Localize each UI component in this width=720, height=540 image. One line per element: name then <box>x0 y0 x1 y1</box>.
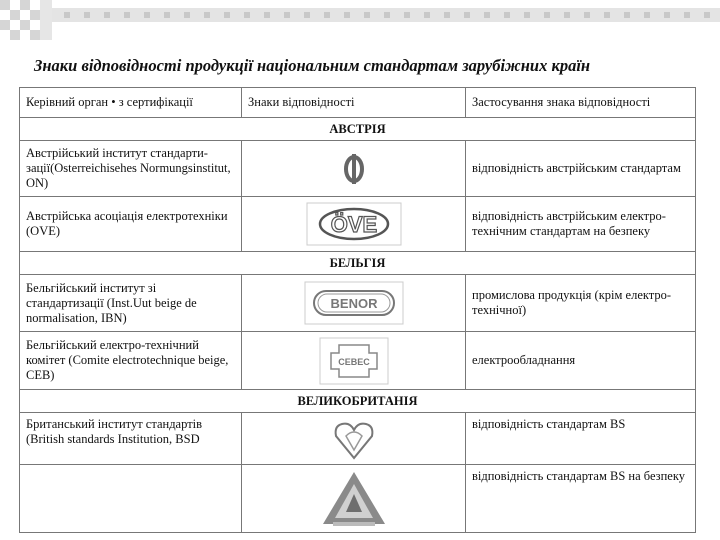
mark-application: відповідність стандартам BS <box>466 413 696 465</box>
cebec-mark-text: CEBEC <box>337 356 370 367</box>
on-mark-logo <box>314 150 394 188</box>
mark-cell <box>242 465 466 533</box>
country-label: АВСТРІЯ <box>20 118 696 141</box>
certification-body: Британський інститут стандартів (British standards Institution, BSD <box>20 413 242 465</box>
mark-cell <box>242 275 466 332</box>
mark-application: відповідність стандартам BS на безпеку <box>466 465 696 533</box>
country-label: БЕЛЬГІЯ <box>20 252 696 275</box>
mark-cell <box>242 141 466 197</box>
mark-cell <box>242 197 466 252</box>
country-label: ВЕЛИКОБРИТАНІЯ <box>20 390 696 413</box>
column-header-mark: Знаки відповідності <box>242 88 466 118</box>
table-row <box>20 197 696 252</box>
section-row-belgium <box>20 252 696 275</box>
ove-mark-logo <box>306 202 402 246</box>
section-row-austria <box>20 118 696 141</box>
table-row <box>20 465 696 533</box>
bsi-kitemark-logo <box>324 416 384 462</box>
certification-body: Бельгійський інститут зі стандартизації (Inst.Uut beige de normalisation, IBN) <box>20 275 242 332</box>
table-row <box>20 275 696 332</box>
cebec-mark-logo <box>319 337 389 385</box>
table-row <box>20 141 696 197</box>
certification-body: Австрійський інститут стандарти-зації(Osterreichisehes Normungsinstitut, ON) <box>20 141 242 197</box>
decorative-header-pattern <box>0 0 720 40</box>
certification-body: Австрійська асоціація електротехніки (OVE) <box>20 197 242 252</box>
benor-mark-logo <box>304 281 404 325</box>
mark-cell <box>242 332 466 390</box>
section-row-uk <box>20 390 696 413</box>
table-row <box>20 413 696 465</box>
certification-body: Бельгійський електро-технічний комітет (Comite electrotechnique beige, CEB) <box>20 332 242 390</box>
mark-application: відповідність австрійським стандартам <box>466 141 696 197</box>
column-header-body: Керівний орган • з сертифікації <box>20 88 242 118</box>
mark-cell <box>242 413 466 465</box>
mark-application: електрообладнання <box>466 332 696 390</box>
benor-mark-text: BENOR <box>330 296 377 311</box>
bsi-safety-mark-logo <box>319 468 389 530</box>
certification-body-empty <box>20 465 242 533</box>
table-header-row <box>20 88 696 118</box>
mark-application: промислова продукція (крім електро-технічної) <box>466 275 696 332</box>
table-row <box>20 332 696 390</box>
ove-mark-text: ÖVE <box>330 212 377 237</box>
column-header-application: Застосування знака відповідності <box>466 88 696 118</box>
page-title: Знаки відповідності продукції національним стандартам зарубіжних країн <box>34 56 591 75</box>
mark-application: відповідність австрійським електро-технічним стандартам на безпеку <box>466 197 696 252</box>
certification-marks-table <box>19 87 696 533</box>
